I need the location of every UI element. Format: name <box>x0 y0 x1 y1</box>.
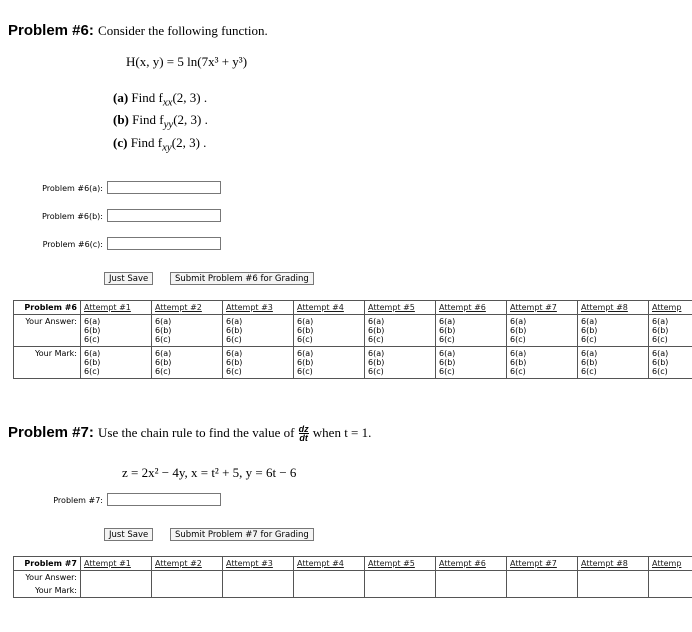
mark-cell: 6(a) 6(b) 6(c) <box>436 347 507 379</box>
part-b-args: (2, 3) . <box>173 112 208 127</box>
attempt-7-header[interactable]: Attempt #7 <box>507 301 578 315</box>
just-save-7-button[interactable]: Just Save <box>104 528 153 541</box>
part-c-sub: xy <box>162 141 172 154</box>
answer-cell <box>507 571 578 598</box>
attempt-1-header[interactable]: Attempt #1 <box>81 301 152 315</box>
problem-7-attempts-table <box>13 556 692 598</box>
answer-cell: 6(a) 6(b) 6(c) <box>436 315 507 347</box>
problem-6-intro: Consider the following function. <box>98 23 268 38</box>
answer-cell <box>223 571 294 598</box>
submit-6-button[interactable]: Submit Problem #6 for Grading <box>170 272 314 285</box>
input-6c-label: Problem #6(c): <box>42 240 103 249</box>
mark-cell: 6(a) 6(b) 6(c) <box>294 347 365 379</box>
answer-cell: 6(a) 6(b) 6(c) <box>294 315 365 347</box>
answer-cell: 6(a) 6(b) 6(c) <box>81 315 152 347</box>
input-7-label: Problem #7: <box>53 496 103 505</box>
answer-cell: 6(a) 6(b) 6(c) <box>507 315 578 347</box>
problem-6-attempts-table <box>13 300 692 379</box>
answer-cell: 6(a) 6(b) 6(c) <box>365 315 436 347</box>
part-c-text: Find f <box>130 135 163 150</box>
attempt-5-header[interactable]: Attempt #5 <box>365 557 436 571</box>
derivative-numerator: dz <box>298 423 309 434</box>
mark-cell: 6(a) 6(b) 6(c) <box>649 347 692 379</box>
attempt-6-header[interactable]: Attempt #6 <box>436 557 507 571</box>
problem-6-part-a <box>113 90 207 109</box>
answer-cell: 6(a) 6(b) 6(c) <box>223 315 294 347</box>
problem-7-intro: Use the chain rule to find the value of <box>98 425 295 440</box>
part-c-args: (2, 3) . <box>171 135 207 150</box>
attempt-4-header[interactable]: Attempt #4 <box>294 301 365 315</box>
problem-7-title: Problem #7: <box>8 424 94 441</box>
mark-cell: 6(a) 6(b) 6(c) <box>223 347 294 379</box>
attempt-2-header[interactable]: Attempt #2 <box>152 301 223 315</box>
problem-6-part-c <box>113 135 206 154</box>
problem-6-part-b <box>113 112 208 131</box>
mark-cell: 6(a) 6(b) 6(c) <box>578 347 649 379</box>
derivative-denominator: dt <box>299 432 308 443</box>
answer-6c-input[interactable] <box>107 237 221 250</box>
table-row <box>14 347 692 379</box>
answer-cell <box>436 571 507 598</box>
attempt-3-header[interactable]: Attempt #3 <box>223 301 294 315</box>
part-b-sub: yy <box>163 118 174 131</box>
answer-cell <box>649 571 692 598</box>
part-b-text: Find f <box>132 112 164 127</box>
part-c-label: (c) <box>113 135 128 150</box>
attempt-5-header[interactable]: Attempt #5 <box>365 301 436 315</box>
attempt-1-header[interactable]: Attempt #1 <box>81 557 152 571</box>
answer-7-input[interactable] <box>107 493 221 506</box>
table-row <box>14 315 692 347</box>
part-a-text: Find f <box>131 90 163 105</box>
problem-6-heading <box>8 22 268 39</box>
attempt-4-header[interactable]: Attempt #4 <box>294 557 365 571</box>
part-b-label: (b) <box>113 112 129 127</box>
part-a-args: (2, 3) . <box>172 90 208 105</box>
problem-7-intro-end: when t = 1. <box>312 425 372 440</box>
mark-cell: 6(a) 6(b) 6(c) <box>507 347 578 379</box>
input-6a-label: Problem #6(a): <box>42 184 103 193</box>
answer-cell: 6(a) 6(b) 6(c) <box>152 315 223 347</box>
answer-6a-input[interactable] <box>107 181 221 194</box>
part-a-label: (a) <box>113 90 129 105</box>
table-header: Problem #7 <box>14 557 81 571</box>
mark-cell: 6(a) 6(b) 6(c) <box>81 347 152 379</box>
attempt-9-header[interactable]: Attemp <box>649 301 692 315</box>
just-save-6-button[interactable]: Just Save <box>104 272 153 285</box>
your-mark-label: Your Mark: <box>14 584 81 598</box>
table-row <box>14 571 692 585</box>
answer-cell: 6(a) 6(b) 6(c) <box>578 315 649 347</box>
table-header-row <box>14 301 692 315</box>
table-header: Problem #6 <box>14 301 81 315</box>
problem-6-title: Problem #6: <box>8 22 94 39</box>
answer-cell <box>294 571 365 598</box>
derivative-fraction <box>299 425 309 442</box>
attempt-8-header[interactable]: Attempt #8 <box>578 301 649 315</box>
attempt-9-header[interactable]: Attemp <box>649 557 692 571</box>
answer-6b-input[interactable] <box>107 209 221 222</box>
problem-7-heading <box>8 424 371 442</box>
attempt-6-header[interactable]: Attempt #6 <box>436 301 507 315</box>
attempt-2-header[interactable]: Attempt #2 <box>152 557 223 571</box>
table-header-row <box>14 557 692 571</box>
answer-cell <box>81 571 152 598</box>
mark-cell: 6(a) 6(b) 6(c) <box>365 347 436 379</box>
input-6b-label: Problem #6(b): <box>41 212 103 221</box>
part-a-sub: xx <box>162 96 173 109</box>
mark-cell: 6(a) 6(b) 6(c) <box>152 347 223 379</box>
attempt-7-header[interactable]: Attempt #7 <box>507 557 578 571</box>
problem-7-equation: z = 2x² − 4y, x = t² + 5, y = 6t − 6 <box>122 465 297 480</box>
your-answer-label: Your Answer: <box>14 571 81 585</box>
attempt-3-header[interactable]: Attempt #3 <box>223 557 294 571</box>
problem-6-function: H(x, y) = 5 ln(7x³ + y³) <box>126 54 248 69</box>
answer-cell <box>578 571 649 598</box>
your-mark-label: Your Mark: <box>14 347 81 379</box>
your-answer-label: Your Answer: <box>14 315 81 347</box>
answer-cell <box>152 571 223 598</box>
answer-cell <box>365 571 436 598</box>
answer-cell: 6(a) 6(b) 6(c) <box>649 315 692 347</box>
submit-7-button[interactable]: Submit Problem #7 for Grading <box>170 528 314 541</box>
attempt-8-header[interactable]: Attempt #8 <box>578 557 649 571</box>
